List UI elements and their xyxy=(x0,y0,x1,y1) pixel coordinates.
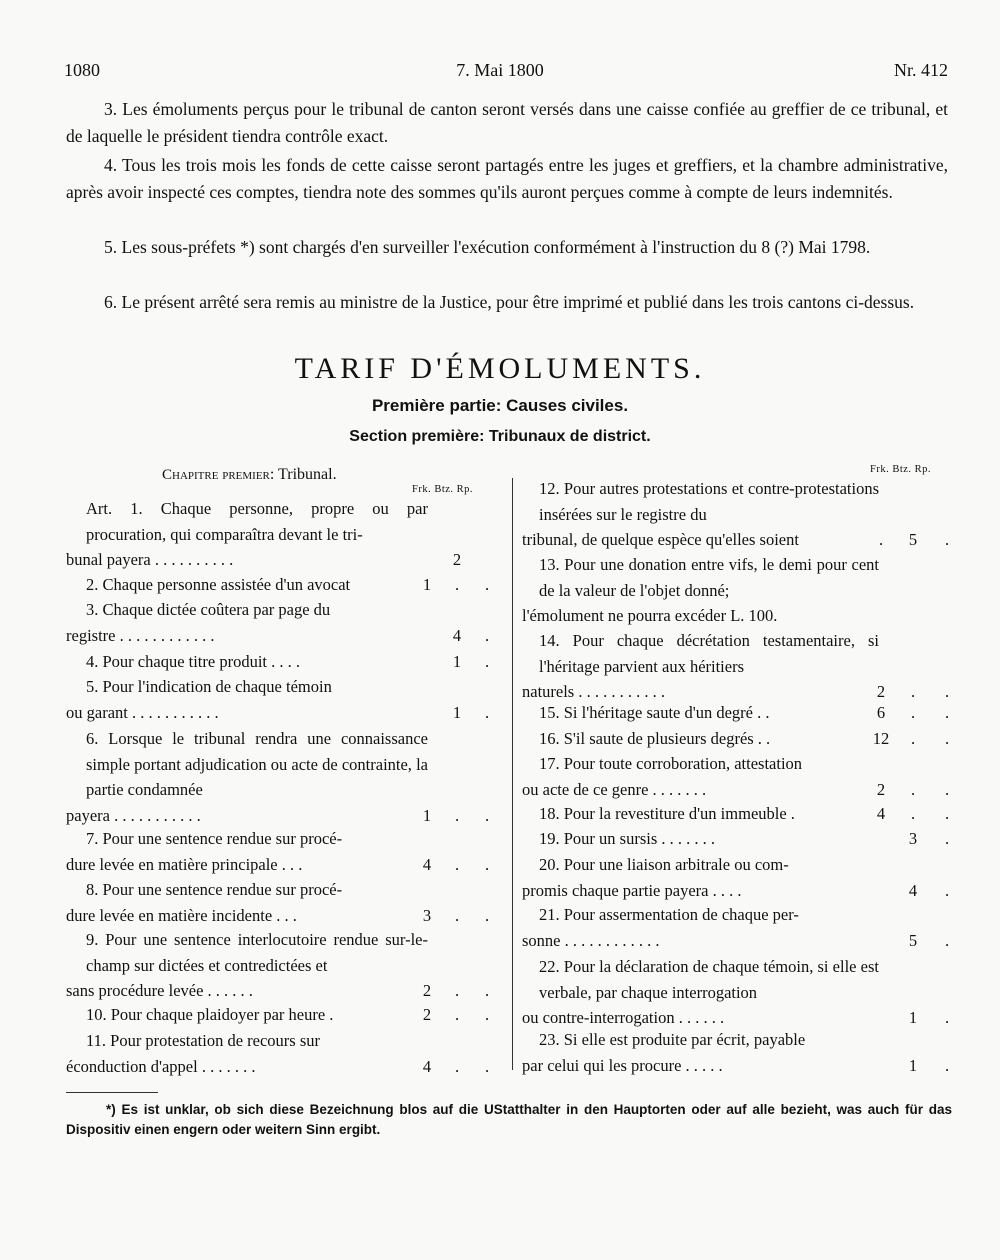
tariff-article xyxy=(522,852,952,903)
article-text: 7. Pour une sentence rendue sur procé- xyxy=(86,829,343,848)
amount-btz: 5 xyxy=(908,930,918,950)
amount-rp: . xyxy=(484,854,490,874)
amount-rp: . xyxy=(944,729,950,748)
article-last-line xyxy=(66,903,498,929)
article-last-line xyxy=(522,826,952,852)
article-text: 13. Pour une donation entre vifs, le demi pour cent de la valeur de l'objet donné; xyxy=(539,555,879,600)
amount-frk: 1 xyxy=(422,575,432,594)
tariff-article xyxy=(522,826,952,852)
amount-btz: . xyxy=(910,682,916,701)
amount-rp: . xyxy=(484,1005,490,1024)
amount-btz: . xyxy=(454,1056,460,1076)
amount-btz: . xyxy=(454,575,460,594)
tariff-article xyxy=(522,552,952,629)
amount-btz: . xyxy=(454,905,460,925)
article-last-text: 18. Pour la revestiture d'un immeuble . xyxy=(539,804,795,823)
article-last-line xyxy=(66,852,498,878)
tariff-article xyxy=(66,927,498,1004)
document-number: Nr. 412 xyxy=(894,60,948,80)
amount-btz: . xyxy=(910,779,916,799)
tariff-article xyxy=(66,674,498,725)
article-last-text: 19. Pour un sursis . . . . . . . xyxy=(539,829,716,848)
amount-rp: . xyxy=(484,702,490,722)
amount-rp: . xyxy=(484,575,490,594)
article-text: 14. Pour chaque décrétation testamentaire, si l'héritage parvient aux héritiers xyxy=(539,631,879,676)
amount-frk: 12 xyxy=(872,729,890,748)
amount-frk: 2 xyxy=(876,779,886,799)
tariff-article xyxy=(522,902,952,953)
article-text: 22. Pour la déclaration de chaque témoin, si elle est verbale, par chaque interrogation xyxy=(539,957,879,1002)
amount-frk: 2 xyxy=(422,1005,432,1024)
article-last-text: éconduction d'appel . . . . . . . xyxy=(66,1056,256,1076)
article-last-text: 2. Chaque personne assistée d'un avocat xyxy=(86,575,351,594)
amount-btz: 1 xyxy=(908,1055,918,1075)
amount-rp: . xyxy=(944,829,950,848)
tariff-article xyxy=(66,1028,498,1079)
amount-rp: . xyxy=(944,682,950,701)
tariff-article xyxy=(522,628,952,705)
article-last-line xyxy=(66,978,498,1004)
amount-rp: . xyxy=(484,981,490,1000)
article-text: Art. 1. Chaque personne, propre ou par procuration, qui comparaîtra devant le tri- xyxy=(86,499,428,544)
chapter-title: Chapitre premier: Tribunal. xyxy=(162,466,337,483)
article-last-text: dure levée en matière principale . . . xyxy=(66,854,303,874)
amount-btz: 1 xyxy=(908,1008,918,1027)
amount-frk: 2 xyxy=(876,682,886,701)
article-last-text: promis chaque partie payera . . . . xyxy=(522,880,742,900)
page-number: 1080 xyxy=(64,60,100,80)
article-last-line xyxy=(522,700,952,726)
amount-rp: . xyxy=(944,530,950,549)
article-last-line xyxy=(66,700,498,726)
article-last-line xyxy=(522,603,952,629)
amount-rp: . xyxy=(484,652,490,671)
tariff-article xyxy=(522,954,952,1031)
tariff-article xyxy=(66,726,498,828)
amount-rp: . xyxy=(944,703,950,722)
article-last-text: dure levée en matière incidente . . . xyxy=(66,905,297,925)
article-last-text: l'émolument ne pourra excéder L. 100. xyxy=(522,606,778,625)
article-last-line xyxy=(66,572,498,598)
amount-rp: . xyxy=(944,804,950,823)
amount-btz: 3 xyxy=(908,829,918,848)
article-last-text: bunal payera . . . . . . . . . . xyxy=(66,550,234,569)
article-text: 23. Si elle est produite par écrit, payable xyxy=(539,1030,806,1049)
amount-btz: 4 xyxy=(452,625,462,645)
tariff-article xyxy=(522,726,952,752)
tariff-article xyxy=(522,700,952,726)
footnote: *) Es ist unklar, ob sich diese Bezeichnung blos auf die UStatthalter in den Hauptorten oder auf alle bezieht, was auch für das Dispositiv einen engern oder weitern Sinn ergibt. xyxy=(66,1102,952,1137)
amount-btz: . xyxy=(454,805,460,825)
tariff-article xyxy=(522,751,952,802)
tariff-article xyxy=(66,1002,498,1028)
tariff-article xyxy=(66,649,498,675)
article-text: 20. Pour une liaison arbitrale ou com- xyxy=(539,855,789,874)
tariff-article xyxy=(66,496,498,573)
article-last-line xyxy=(522,777,952,803)
amount-btz: . xyxy=(454,1005,460,1024)
article-last-line xyxy=(66,1054,498,1080)
amount-frk: 4 xyxy=(876,804,886,823)
amount-frk: 1 xyxy=(422,805,432,825)
article-last-text: ou contre-interrogation . . . . . . xyxy=(522,1008,725,1027)
article-text: 9. Pour une sentence interlocutoire rendue sur-le-champ sur dictées et contredictées et xyxy=(86,930,428,975)
article-last-text: registre . . . . . . . . . . . . xyxy=(66,625,215,645)
currency-column-header-left: Frk. Btz. Rp. xyxy=(412,484,474,495)
article-text: 12. Pour autres protestations et contre-protestations insérées sur le registre du xyxy=(539,479,879,524)
tariff-article xyxy=(66,877,498,928)
paragraph-5: 5. Les sous-préfets *) sont chargés d'en surveiller l'exécution conformément à l'instruction du 8 (?) Mai 1798. xyxy=(104,237,871,257)
article-last-line xyxy=(522,878,952,904)
amount-btz: . xyxy=(454,854,460,874)
article-text: 5. Pour l'indication de chaque témoin xyxy=(86,677,332,696)
article-last-text: payera . . . . . . . . . . . xyxy=(66,805,201,825)
page-date: 7. Mai 1800 xyxy=(456,60,544,80)
tariff-article xyxy=(522,476,952,553)
footnote-rule xyxy=(66,1092,158,1093)
article-last-text: 10. Pour chaque plaidoyer par heure . xyxy=(86,1005,334,1024)
article-last-text: sans procédure levée . . . . . . xyxy=(66,981,253,1000)
tariff-article xyxy=(66,826,498,877)
amount-btz: . xyxy=(910,703,916,722)
section-title: Section première: Tribunaux de district. xyxy=(349,428,651,445)
article-last-line xyxy=(522,801,952,827)
article-last-line xyxy=(522,527,952,553)
article-last-line xyxy=(66,649,498,675)
article-last-text: tribunal, de quelque espèce qu'elles soient xyxy=(522,530,799,549)
article-last-text: sonne . . . . . . . . . . . . xyxy=(522,930,660,950)
tariff-article xyxy=(522,801,952,827)
amount-frk: . xyxy=(878,530,884,549)
article-last-text: naturels . . . . . . . . . . . xyxy=(522,682,665,701)
article-text: 6. Lorsque le tribunal rendra une connaissance simple portant adjudication ou acte de contrainte, la partie condamnée xyxy=(86,729,428,799)
amount-btz: . xyxy=(910,729,916,748)
paragraph-6: 6. Le présent arrêté sera remis au ministre de la Justice, pour être imprimé et publié dans les trois cantons ci-dessus. xyxy=(104,292,915,312)
amount-frk: 2 xyxy=(422,981,432,1000)
article-text: 11. Pour protestation de recours sur xyxy=(86,1031,321,1050)
article-last-text: 16. S'il saute de plusieurs degrés . . xyxy=(539,729,771,748)
article-text: 8. Pour une sentence rendue sur procé- xyxy=(86,880,343,899)
article-text: 3. Chaque dictée coûtera par page du xyxy=(86,600,331,619)
article-last-line xyxy=(66,547,498,573)
amount-btz: 5 xyxy=(908,530,918,549)
article-last-line xyxy=(522,726,952,752)
amount-rp: . xyxy=(944,1008,950,1027)
amount-frk: 4 xyxy=(422,1056,432,1076)
article-last-line xyxy=(66,803,498,829)
amount-btz: . xyxy=(454,981,460,1000)
article-last-line xyxy=(66,1002,498,1028)
amount-rp: . xyxy=(484,805,490,825)
amount-rp: . xyxy=(944,880,950,900)
amount-frk: 4 xyxy=(422,854,432,874)
tarif-title: TARIF D'ÉMOLUMENTS. xyxy=(294,352,706,385)
amount-rp: . xyxy=(484,1056,490,1076)
amount-btz: 1 xyxy=(452,652,462,671)
article-text: 21. Pour assermentation de chaque per- xyxy=(539,905,799,924)
tariff-article xyxy=(66,572,498,598)
article-last-text: par celui qui les procure . . . . . xyxy=(522,1055,723,1075)
amount-frk: 6 xyxy=(876,703,886,722)
amount-rp: . xyxy=(944,930,950,950)
partie-title: Première partie: Causes civiles. xyxy=(371,396,629,415)
currency-column-header-right: Frk. Btz. Rp. xyxy=(870,464,932,475)
amount-rp: . xyxy=(944,779,950,799)
paragraph-3: 3. Les émoluments perçus pour le tribunal de canton seront versés dans une caisse confiée au greffier de ce tribunal, et de laquelle le président tiendra contrôle exact. xyxy=(66,99,948,146)
column-divider xyxy=(512,478,513,1070)
article-last-text: 4. Pour chaque titre produit . . . . xyxy=(86,652,301,671)
article-last-text: ou acte de ce genre . . . . . . . xyxy=(522,779,707,799)
article-last-text: ou garant . . . . . . . . . . . xyxy=(66,702,219,722)
amount-btz: 4 xyxy=(908,880,918,900)
article-text: 17. Pour toute corroboration, attestation xyxy=(539,754,803,773)
amount-btz: 2 xyxy=(452,550,462,569)
amount-btz: . xyxy=(910,804,916,823)
tariff-article xyxy=(522,1027,952,1078)
amount-rp: . xyxy=(484,625,490,645)
article-last-text: 15. Si l'héritage saute d'un degré . . xyxy=(539,703,770,722)
tariff-article xyxy=(66,597,498,648)
article-last-line xyxy=(522,928,952,954)
article-last-line xyxy=(522,1053,952,1079)
amount-rp: . xyxy=(944,1055,950,1075)
article-last-line xyxy=(66,623,498,649)
amount-frk: 3 xyxy=(422,905,432,925)
paragraph-4: 4. Tous les trois mois les fonds de cette caisse seront partagés entre les juges et greffiers, et la chambre administrative, après avoir inspecté ces comptes, tiendra note des sommes qu'ils auront perçues comme à compte de leurs indemnités. xyxy=(66,155,948,202)
amount-btz: 1 xyxy=(452,702,462,722)
amount-rp: . xyxy=(484,905,490,925)
